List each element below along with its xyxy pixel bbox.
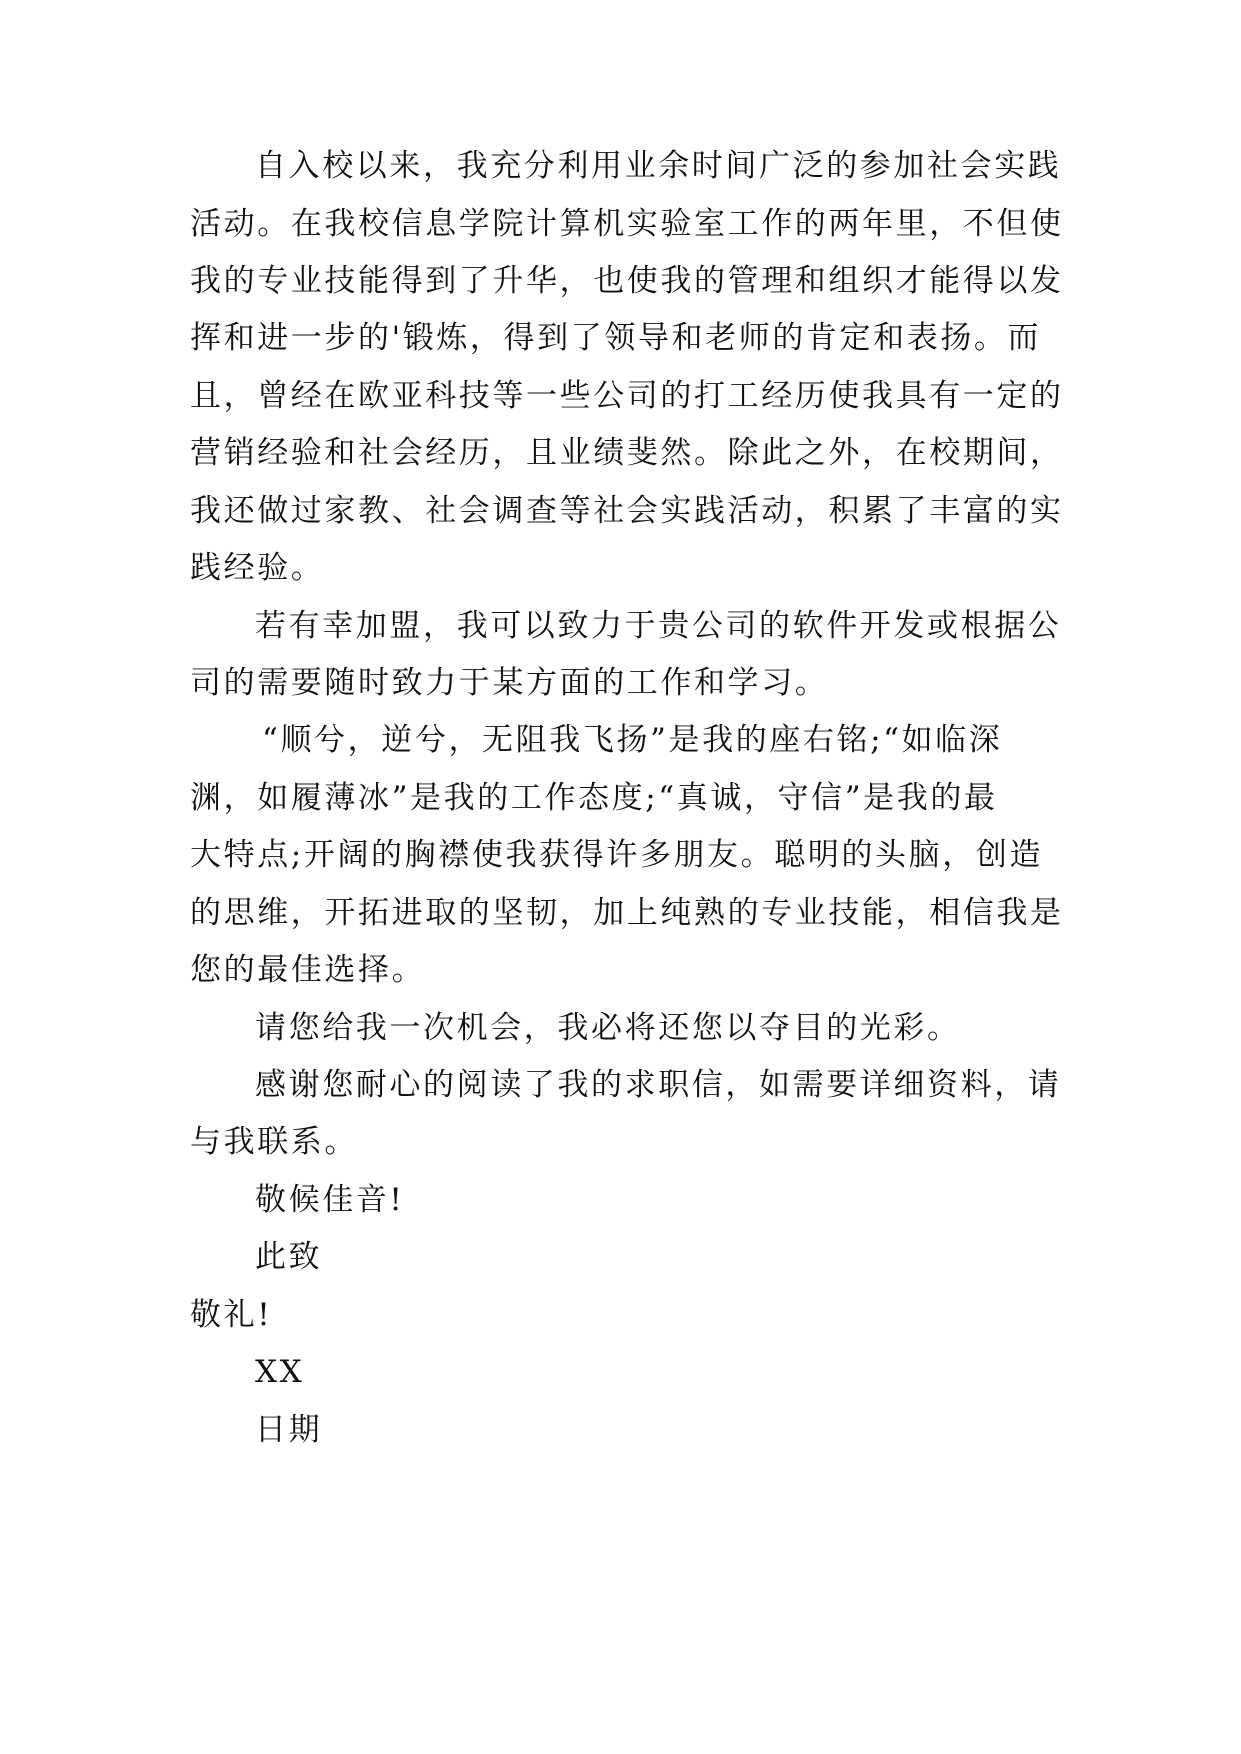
closing-line: 敬礼! [190, 1297, 273, 1333]
paragraph-line: 我的专业技能得到了升华，也使我的管理和组织才能得以发 [190, 263, 1064, 299]
paragraph-line: 请您给我一次机会，我必将还您以夺目的光彩。 [255, 1010, 961, 1046]
paragraph-line: 司的需要随时致力于某方面的工作和学习。 [190, 665, 829, 701]
paragraph-line: 您的最佳选择。 [190, 952, 426, 988]
paragraph-line: 与我联系。 [190, 1124, 358, 1160]
paragraph-line: 营销经验和社会经历，且业绩斐然。除此之外，在校期间， [190, 435, 1064, 471]
paragraph-line: 渊，如履薄冰”是我的工作态度;“真诚，守信”是我的最 [190, 780, 998, 816]
paragraph-line: 活动。在我校信息学院计算机实验室工作的两年里，不但使 [190, 206, 1064, 242]
paragraph-line: 感谢您耐心的阅读了我的求职信，如需要详细资料，请 [255, 1067, 1062, 1103]
paragraph-line: 大特点;开阔的胸襟使我获得许多朋友。聪明的头脑，创造 [190, 837, 1044, 873]
signature-name: XX [255, 1354, 305, 1390]
paragraph-line: 践经验。 [190, 550, 325, 586]
paragraph-line: 挥和进一步的'锻炼，得到了领导和老师的肯定和表扬。而 [190, 320, 1042, 356]
paragraph-line: 自入校以来，我充分利用业余时间广泛的参加社会实践 [255, 148, 1062, 184]
paragraph-line: 的思维，开拓进取的坚韧，加上纯熟的专业技能，相信我是 [190, 895, 1064, 931]
closing-line: 此致 [255, 1239, 323, 1275]
paragraph-line: 且，曾经在欧亚科技等一些公司的打工经历使我具有一定的 [190, 378, 1064, 414]
paragraph-line: 我还做过家教、社会调查等社会实践活动，积累了丰富的实 [190, 493, 1064, 529]
signature-date: 日期 [255, 1412, 323, 1448]
paragraph-line: 若有幸加盟，我可以致力于贵公司的软件开发或根据公 [255, 608, 1062, 644]
paragraph-line: “顺兮，逆兮，无阻我飞扬”是我的座右铭;“如临深 [262, 722, 1003, 758]
closing-line: 敬候佳音! [255, 1182, 405, 1218]
